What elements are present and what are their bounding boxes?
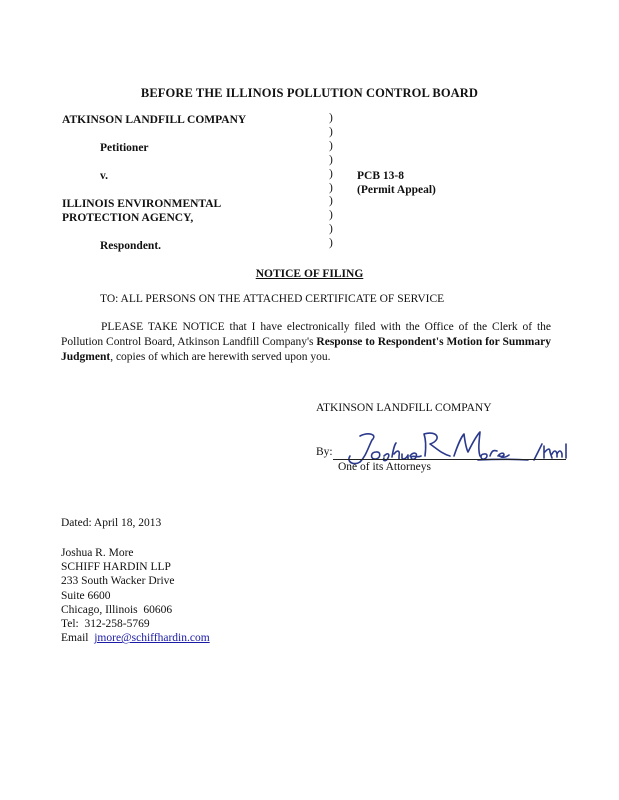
board-heading: BEFORE THE ILLINOIS POLLUTION CONTROL BOARD (140, 86, 479, 100)
notice-paragraph (61, 320, 551, 365)
case-number: PCB 13-8 (357, 170, 404, 182)
signature-line (333, 459, 566, 460)
notice-title: NOTICE OF FILING (255, 268, 364, 280)
dated-line: Dated: April 18, 2013 (61, 517, 162, 529)
notice-body-part2: , copies of which are herewith served upon you. (110, 351, 331, 363)
attorney-address-block (61, 546, 210, 645)
signature-subtitle: One of its Attorneys (338, 461, 431, 473)
notice-body-part1: PLEASE TAKE NOTICE that I have electronically filed with the Office of the Clerk of the Pollution Control Board, Atkinson Landfill Company's (61, 321, 551, 348)
signature-by-label: By: (316, 446, 333, 458)
attorney-name: Joshua R. More (61, 547, 134, 559)
attorney-email-row (61, 631, 210, 645)
versus-label: v. (100, 170, 108, 182)
respondent-name-line2: PROTECTION AGENCY, (62, 212, 194, 224)
respondent-role: Respondent. (100, 240, 162, 252)
petitioner-role: Petitioner (100, 142, 149, 154)
attorney-email-label: Email (61, 632, 95, 645)
attorney-suite: Suite 6600 (61, 589, 111, 602)
attorney-city: Chicago, Illinois 60606 (61, 603, 173, 616)
caption-parentheses: ) ) ) ) ) ) ) ) ) ) (329, 112, 333, 250)
notice-to-line: TO: ALL PERSONS ON THE ATTACHED CERTIFICATE OF SERVICE (100, 293, 445, 305)
attorney-tel: Tel: 312-258-5769 (61, 618, 150, 631)
attorney-email-link[interactable]: jmore@schiffhardin.com (94, 632, 210, 645)
petitioner-name: ATKINSON LANDFILL COMPANY (62, 114, 247, 126)
notice-body-bold: Response to Respondent's Motion for Summary Judgment (61, 336, 551, 363)
attorney-street: 233 South Wacker Drive (61, 575, 175, 588)
respondent-name-line1: ILLINOIS ENVIRONMENTAL (62, 198, 222, 210)
signature-company: ATKINSON LANDFILL COMPANY (316, 402, 492, 414)
case-type: (Permit Appeal) (357, 184, 436, 196)
attorney-firm: SCHIFF HARDIN LLP (61, 561, 171, 574)
